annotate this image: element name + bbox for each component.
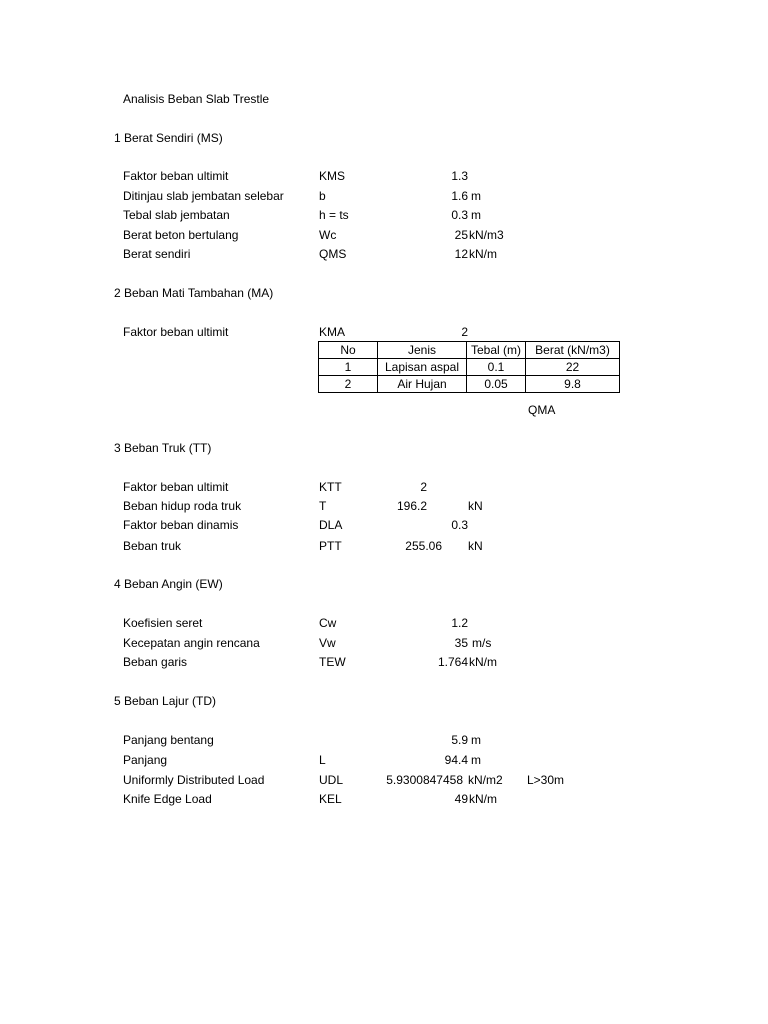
row-label: Faktor beban dinamis xyxy=(123,518,239,532)
row-symbol: b xyxy=(319,189,326,203)
kma-value: 2 xyxy=(461,325,468,339)
qma-label: QMA xyxy=(528,403,556,417)
table-cell: 2 xyxy=(319,376,378,393)
section-heading-td: 5 Beban Lajur (TD) xyxy=(114,694,217,708)
row-value: 5.9300847458 xyxy=(386,773,463,787)
table-header: Jenis xyxy=(378,342,467,359)
row-symbol: KMS xyxy=(319,169,346,183)
row-label: Kecepatan angin rencana xyxy=(123,636,260,650)
row-label: Ditinjau slab jembatan selebar xyxy=(123,189,284,203)
table-header-row xyxy=(319,342,620,359)
row-label: Beban truk xyxy=(123,539,182,553)
row-unit: m/s xyxy=(472,636,492,650)
row-unit: m xyxy=(471,733,481,747)
table-header: No xyxy=(319,342,378,359)
row-label: Faktor beban ultimit xyxy=(123,169,229,183)
row-value: 2 xyxy=(420,480,427,494)
table-cell: 1 xyxy=(319,359,378,376)
row-unit: m xyxy=(471,208,481,222)
row-value: 12 xyxy=(454,247,468,261)
row-symbol: T xyxy=(319,499,327,513)
row-symbol: Wc xyxy=(319,228,337,242)
kma-label: Faktor beban ultimit xyxy=(123,325,229,339)
row-symbol: QMS xyxy=(319,247,347,261)
row-note: L>30m xyxy=(527,773,565,787)
table-row xyxy=(319,359,620,376)
row-symbol: Vw xyxy=(319,636,336,650)
row-symbol: L xyxy=(319,753,326,767)
row-unit: kN/m xyxy=(469,655,497,669)
dead-load-table xyxy=(318,341,620,393)
row-value: 196.2 xyxy=(396,499,427,513)
row-value: 25 xyxy=(454,228,468,242)
row-value: 5.9 xyxy=(451,733,468,747)
row-value: 49 xyxy=(454,792,468,806)
row-label: Berat beton bertulang xyxy=(123,228,239,242)
row-label: Tebal slab jembatan xyxy=(123,208,230,222)
row-unit: kN/m3 xyxy=(469,228,504,242)
document-title: Analisis Beban Slab Trestle xyxy=(123,92,270,106)
row-unit: m xyxy=(471,753,481,767)
row-unit: m xyxy=(471,189,481,203)
table-cell: 0.05 xyxy=(467,376,526,393)
row-value: 255.06 xyxy=(405,539,442,553)
row-value: 1.3 xyxy=(451,169,468,183)
row-label: Uniformly Distributed Load xyxy=(123,773,265,787)
section-heading-ma: 2 Beban Mati Tambahan (MA) xyxy=(114,286,274,300)
table-cell: 9.8 xyxy=(526,376,620,393)
row-value: 94.4 xyxy=(444,753,468,767)
row-symbol: KEL xyxy=(319,792,342,806)
row-symbol: Cw xyxy=(319,616,337,630)
row-value: 1.2 xyxy=(451,616,468,630)
row-label: Beban garis xyxy=(123,655,188,669)
row-symbol: h = ts xyxy=(319,208,349,222)
row-symbol: TEW xyxy=(319,655,346,669)
row-value: 1.6 xyxy=(451,189,468,203)
row-label: Panjang bentang xyxy=(123,733,214,747)
row-value: 0.3 xyxy=(451,518,468,532)
row-value: 35 xyxy=(454,636,468,650)
row-unit: kN/m xyxy=(469,247,497,261)
row-label: Knife Edge Load xyxy=(123,792,212,806)
table-row xyxy=(319,376,620,393)
row-value: 1.764 xyxy=(437,655,468,669)
row-unit: kN/m2 xyxy=(468,773,503,787)
row-label: Panjang xyxy=(123,753,168,767)
section-heading-ms: 1 Berat Sendiri (MS) xyxy=(114,131,223,145)
row-symbol: KTT xyxy=(319,480,342,494)
table-cell: Air Hujan xyxy=(378,376,467,393)
row-symbol: PTT xyxy=(319,539,342,553)
kma-symbol: KMA xyxy=(319,325,346,339)
row-unit: kN/m xyxy=(469,792,497,806)
row-value: 0.3 xyxy=(451,208,468,222)
section-heading-ew: 4 Beban Angin (EW) xyxy=(114,577,223,591)
row-label: Beban hidup roda truk xyxy=(123,499,242,513)
row-unit: kN xyxy=(468,499,483,513)
table-header: Berat (kN/m3) xyxy=(526,342,620,359)
row-label: Berat sendiri xyxy=(123,247,191,261)
table-cell: Lapisan aspal xyxy=(378,359,467,376)
row-symbol: DLA xyxy=(319,518,343,532)
table-cell: 22 xyxy=(526,359,620,376)
table-cell: 0.1 xyxy=(467,359,526,376)
row-label: Faktor beban ultimit xyxy=(123,480,229,494)
section-heading-tt: 3 Beban Truk (TT) xyxy=(114,441,212,455)
row-label: Koefisien seret xyxy=(123,616,203,630)
table-header: Tebal (m) xyxy=(467,342,526,359)
row-unit: kN xyxy=(468,539,483,553)
row-symbol: UDL xyxy=(319,773,344,787)
